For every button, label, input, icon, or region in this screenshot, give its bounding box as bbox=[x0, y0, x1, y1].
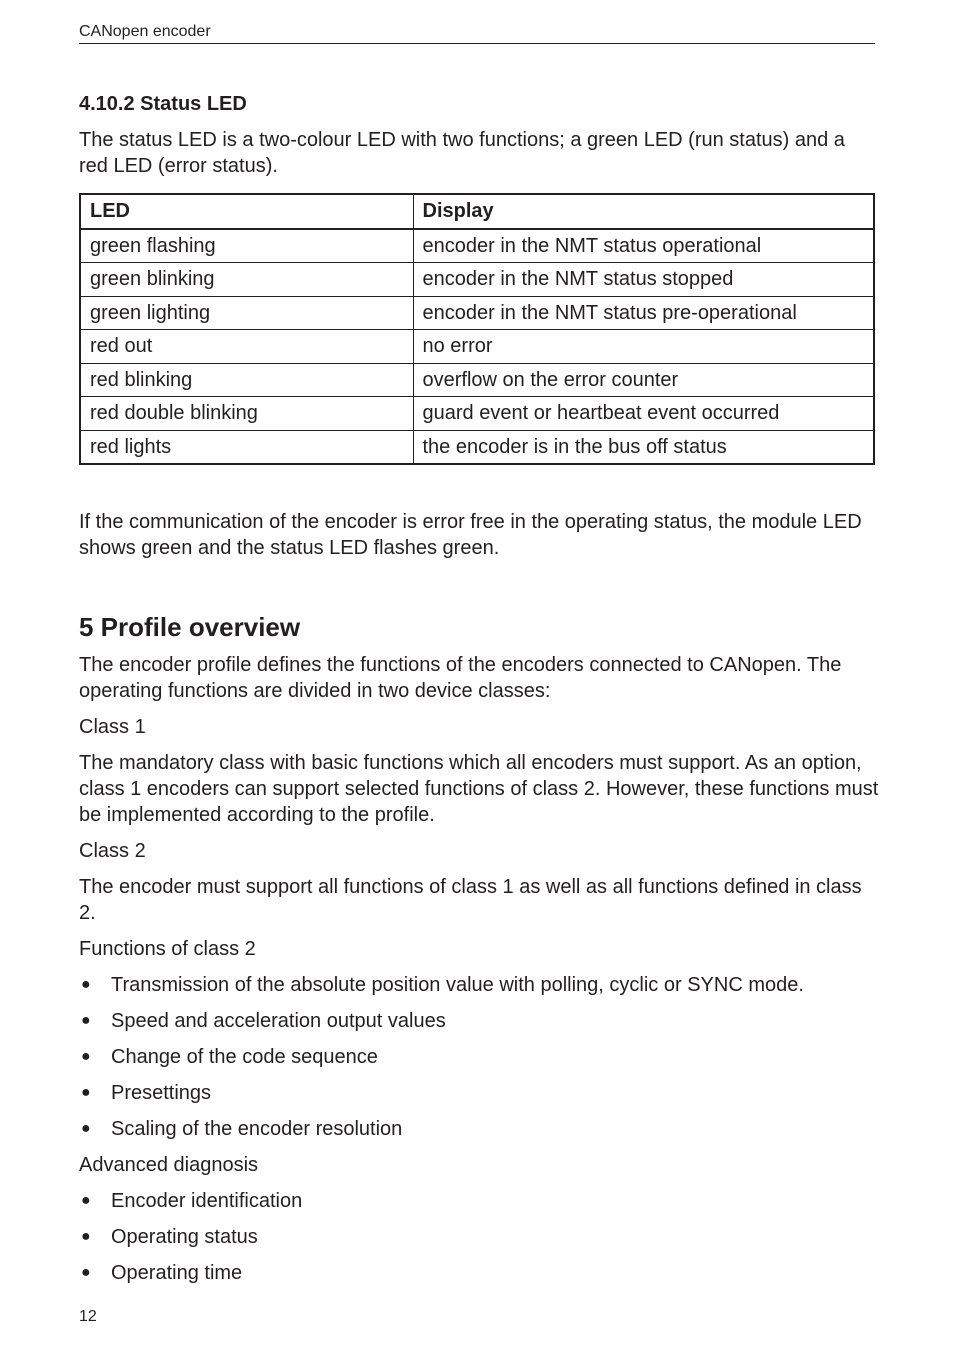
section-intro: The status LED is a two-colour LED with two functions; a green LED (run status) and a red LED (error status). bbox=[79, 129, 845, 177]
section-heading: 4.10.2 Status LED bbox=[79, 93, 247, 115]
led-cell: green blinking bbox=[80, 263, 413, 297]
class1-text: The mandatory class with basic functions which all encoders must support. As an option, class 1 encoders can support selected functions of class 2. However, these functions must be implemented according to the profile. bbox=[79, 752, 879, 826]
bullet-icon: ● bbox=[81, 1192, 91, 1209]
bullet-icon: ● bbox=[81, 976, 91, 993]
led-cell: red out bbox=[80, 330, 413, 364]
display-cell: encoder in the NMT status stopped bbox=[413, 263, 874, 297]
display-cell: guard event or heartbeat event occurred bbox=[413, 397, 874, 431]
bullet-icon: ● bbox=[81, 1048, 91, 1065]
led-cell: red blinking bbox=[80, 363, 413, 397]
list-item bbox=[79, 1260, 879, 1286]
list-item-text: Transmission of the absolute position value with polling, cyclic or SYNC mode. bbox=[111, 974, 804, 996]
table-row bbox=[80, 263, 874, 297]
class2-text: The encoder must support all functions of class 1 as well as all functions defined in class 2. bbox=[79, 876, 862, 924]
led-status-table bbox=[79, 193, 875, 465]
display-cell: the encoder is in the bus off status bbox=[413, 430, 874, 464]
functions-label: Functions of class 2 bbox=[79, 938, 256, 960]
column-header-led: LED bbox=[80, 194, 413, 229]
list-item-text: Operating time bbox=[111, 1262, 243, 1284]
display-cell: no error bbox=[413, 330, 874, 364]
diagnosis-label: Advanced diagnosis bbox=[79, 1154, 259, 1176]
page-content bbox=[79, 91, 879, 1286]
list-item-text: Presettings bbox=[111, 1082, 212, 1104]
led-cell: green flashing bbox=[80, 229, 413, 263]
list-item-text: Speed and acceleration output values bbox=[111, 1010, 446, 1032]
list-item bbox=[79, 972, 879, 998]
list-item bbox=[79, 1188, 879, 1214]
list-item bbox=[79, 1224, 879, 1250]
functions-list bbox=[79, 972, 879, 1142]
class1-label: Class 1 bbox=[79, 716, 146, 738]
list-item-text: Operating status bbox=[111, 1226, 258, 1248]
table-row bbox=[80, 397, 874, 431]
list-item-text: Encoder identification bbox=[111, 1190, 303, 1212]
led-cell: red lights bbox=[80, 430, 413, 464]
bullet-icon: ● bbox=[81, 1264, 91, 1281]
list-item-text: Scaling of the encoder resolution bbox=[111, 1118, 403, 1140]
running-header: CANopen encoder bbox=[79, 22, 875, 44]
table-row bbox=[80, 330, 874, 364]
chapter-heading: 5 Profile overview bbox=[79, 612, 301, 642]
table-row bbox=[80, 296, 874, 330]
list-item bbox=[79, 1008, 879, 1034]
display-cell: encoder in the NMT status pre-operational bbox=[413, 296, 874, 330]
list-item-text: Change of the code sequence bbox=[111, 1046, 378, 1068]
diagnosis-list bbox=[79, 1188, 879, 1286]
class2-label: Class 2 bbox=[79, 840, 146, 862]
column-header-display: Display bbox=[413, 194, 874, 229]
led-cell: green lighting bbox=[80, 296, 413, 330]
list-item bbox=[79, 1080, 879, 1106]
display-cell: overflow on the error counter bbox=[413, 363, 874, 397]
led-cell: red double blinking bbox=[80, 397, 413, 431]
bullet-icon: ● bbox=[81, 1120, 91, 1137]
bullet-icon: ● bbox=[81, 1228, 91, 1245]
table-row bbox=[80, 229, 874, 263]
table-header-row bbox=[80, 194, 874, 229]
communication-note: If the communication of the encoder is error free in the operating status, the module LED shows green and the status LED flashes green. bbox=[79, 511, 862, 559]
table-row bbox=[80, 363, 874, 397]
list-item bbox=[79, 1116, 879, 1142]
page-number: 12 bbox=[79, 1308, 97, 1325]
bullet-icon: ● bbox=[81, 1012, 91, 1029]
table-row bbox=[80, 430, 874, 464]
list-item bbox=[79, 1044, 879, 1070]
bullet-icon: ● bbox=[81, 1084, 91, 1101]
display-cell: encoder in the NMT status operational bbox=[413, 229, 874, 263]
profile-intro: The encoder profile defines the functions of the encoders connected to CANopen. The operating functions are divided in two device classes: bbox=[79, 654, 842, 702]
